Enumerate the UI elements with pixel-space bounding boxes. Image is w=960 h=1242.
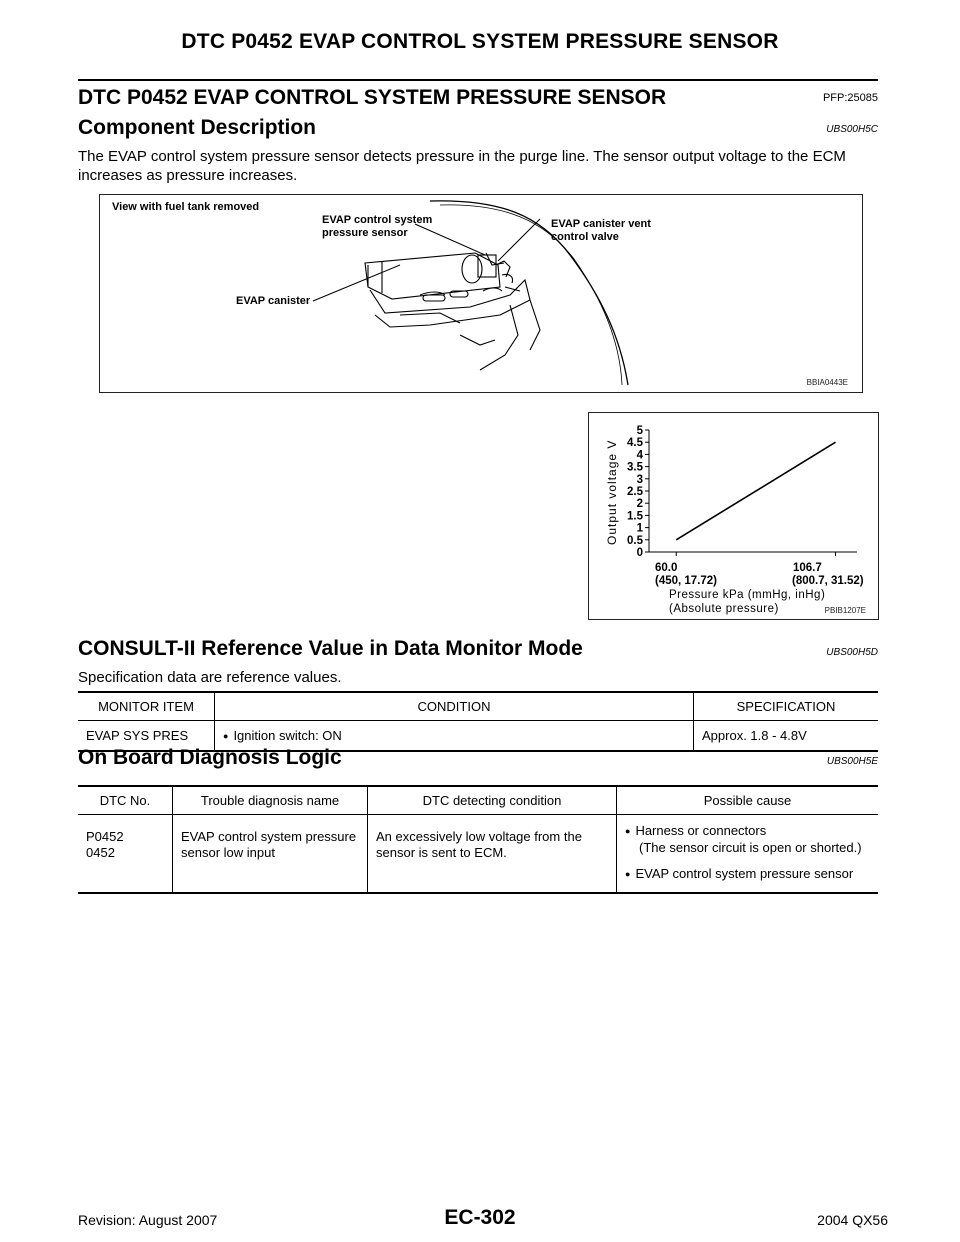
- obd-heading: On Board Diagnosis Logic: [78, 746, 342, 769]
- footer-revision: Revision: August 2007: [78, 1212, 218, 1228]
- footer-model: 2004 QX56: [817, 1212, 888, 1228]
- x-tick-label-2: 106.7: [793, 562, 822, 574]
- dtc-number-cell: [78, 815, 173, 894]
- series-line: [676, 442, 835, 540]
- figure-caption: View with fuel tank removed: [112, 201, 260, 213]
- y-tick-label: 4.5: [627, 437, 643, 450]
- pfp-code: PFP:25085: [822, 92, 878, 104]
- column-header: DTC detecting condition: [368, 786, 617, 815]
- obd-code: UBS00H5E: [826, 756, 878, 767]
- column-header: MONITOR ITEM: [78, 692, 215, 721]
- header-rule: [78, 79, 878, 81]
- component-location-drawing: [100, 195, 862, 392]
- condition-line1: An excessively low voltage from the: [376, 829, 582, 844]
- y-tick-label: 0: [636, 547, 643, 559]
- component-location-figure: [99, 194, 863, 393]
- cause-text: EVAP control system pressure sensor: [635, 866, 854, 881]
- condition-line2: sensor is sent to ECM.: [376, 845, 507, 860]
- consult-table: [78, 691, 878, 752]
- y-tick-label: 2: [636, 498, 643, 511]
- obd-table: [78, 785, 878, 894]
- component-description-text: The EVAP control system pressure sensor detects pressure in the purge line. The sensor output voltage to the ECM increases as pressure increases.: [78, 148, 846, 184]
- table-header-row: [78, 692, 878, 721]
- table-header-row: [78, 786, 878, 815]
- table-row: [78, 815, 878, 894]
- label-pressure-sensor-line2: pressure sensor: [322, 227, 408, 239]
- bullet-icon: [625, 866, 635, 881]
- column-header: SPECIFICATION: [694, 692, 879, 721]
- chart-figure-id: PBIB1207E: [824, 606, 866, 615]
- voltage-chart: [589, 413, 878, 619]
- monitor-item-cell: EVAP SYS PRES: [78, 721, 215, 752]
- y-axis-label: Output voltage V: [605, 439, 619, 545]
- cause-item: [625, 823, 870, 856]
- consult-heading: CONSULT-II Reference Value in Data Monitor Mode: [78, 637, 583, 660]
- column-header: Trouble diagnosis name: [173, 786, 368, 815]
- y-tick-label: 1.5: [627, 510, 643, 523]
- possible-cause-cell: [617, 815, 879, 894]
- page-title: DTC P0452 EVAP CONTROL SYSTEM PRESSURE SENSOR: [78, 86, 667, 109]
- column-header: CONDITION: [215, 692, 694, 721]
- condition-text: Ignition switch: ON: [233, 728, 342, 743]
- figure-id: BBIA0443E: [806, 378, 848, 387]
- bullet-icon: [223, 728, 233, 743]
- label-evap-canister: EVAP canister: [236, 295, 311, 307]
- trouble-name-line2: sensor low input: [181, 845, 275, 860]
- y-tick-label: 5: [636, 425, 643, 437]
- y-tick-label: 3.5: [627, 461, 643, 474]
- y-tick-label: 0.5: [627, 534, 643, 547]
- column-header: Possible cause: [617, 786, 879, 815]
- label-vent-valve-line2: control valve: [551, 231, 619, 243]
- bullet-icon: [625, 823, 635, 838]
- y-tick-label: 3: [636, 473, 643, 486]
- y-tick-label: 1: [636, 522, 643, 535]
- x-axis-label: Pressure kPa (mmHg, inHg): [669, 589, 826, 601]
- x-tick-alt-label-1: (450, 17.72): [655, 575, 718, 587]
- running-header: DTC P0452 EVAP CONTROL SYSTEM PRESSURE SENSOR: [181, 30, 779, 53]
- x-tick-alt-label-2: (800.7, 31.52): [792, 575, 864, 587]
- x-tick-label-1: 60.0: [655, 562, 678, 574]
- voltage-chart-figure: [588, 412, 879, 620]
- y-tick-label: 4: [636, 449, 643, 462]
- dtc-code: P0452: [86, 829, 124, 844]
- x-axis-sublabel: (Absolute pressure): [669, 603, 779, 615]
- cause-subtext: (The sensor circuit is open or shorted.): [639, 840, 862, 855]
- consult-code: UBS00H5D: [826, 647, 878, 658]
- label-vent-valve-line1: EVAP canister vent: [551, 218, 651, 230]
- specification-cell: Approx. 1.8 - 4.8V: [694, 721, 879, 752]
- trouble-name-cell: [173, 815, 368, 894]
- component-description-code: UBS00H5C: [826, 124, 878, 135]
- component-description-heading: Component Description: [78, 116, 317, 139]
- trouble-name-line1: EVAP control system pressure: [181, 829, 357, 844]
- footer-page-number: EC-302: [444, 1206, 516, 1229]
- column-header: DTC No.: [78, 786, 173, 815]
- y-tick-label: 2.5: [627, 486, 643, 498]
- cause-text: Harness or connectors: [635, 823, 767, 838]
- detecting-condition-cell: [368, 815, 617, 894]
- cause-item: [625, 866, 870, 883]
- label-pressure-sensor-line1: EVAP control system: [322, 214, 433, 226]
- consult-note: Specification data are reference values.: [78, 669, 342, 686]
- dtc-code-short: 0452: [86, 845, 115, 860]
